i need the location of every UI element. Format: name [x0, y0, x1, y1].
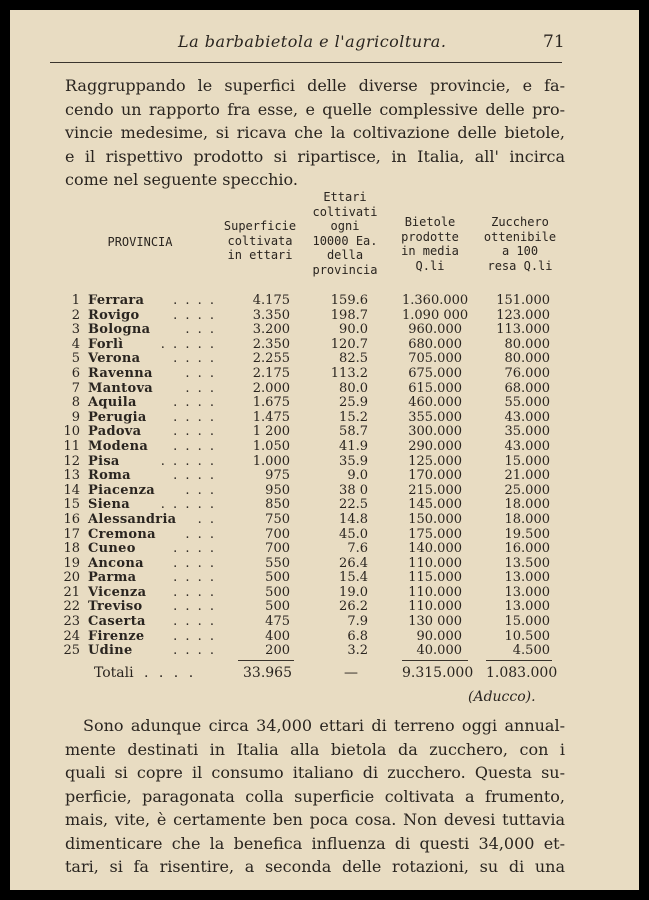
- text-line: tari, si fa risentire, a seconda delle rotazioni, su di una: [65, 857, 565, 876]
- cell-zucchero: 13.000: [504, 584, 550, 600]
- closing-paragraph: [65, 714, 565, 879]
- cell-zucchero: 13.000: [504, 599, 550, 615]
- cell-zucchero: 76.000: [504, 365, 550, 381]
- cell-zucchero: 4.500: [512, 643, 550, 659]
- cell-bietole: 40.000: [416, 643, 462, 659]
- cell-zucchero: 25.000: [504, 482, 550, 498]
- cell-bietole: 110.000: [408, 584, 462, 600]
- cell-zucchero: 18.000: [504, 497, 550, 513]
- total-ettari: —: [344, 665, 358, 681]
- province-name: Piacenza: [88, 482, 155, 498]
- cell-ettari: 25.9: [339, 395, 368, 411]
- province-name: Forlì: [88, 336, 124, 352]
- header-text: PROVINCIA: [107, 235, 173, 249]
- row-number: 22: [63, 599, 80, 615]
- cell-superficie: 1.675: [252, 395, 290, 411]
- cell-zucchero: 80.000: [504, 336, 550, 352]
- leader-dots: . . .: [185, 380, 216, 396]
- cell-superficie: 475: [265, 614, 290, 630]
- header-bietole: [390, 215, 470, 273]
- header-text: della: [326, 248, 364, 262]
- page-number: 71: [543, 32, 565, 52]
- cell-zucchero: 151.000: [496, 293, 550, 308]
- province-name: Vicenza: [88, 584, 147, 600]
- cell-ettari: 3.2: [347, 643, 368, 659]
- cell-superficie: 400: [265, 628, 290, 644]
- leader-dots: . . . .: [173, 555, 216, 571]
- cell-ettari: 14.8: [339, 511, 368, 527]
- cell-zucchero: 15.000: [504, 453, 550, 469]
- leader-dots: . . . .: [173, 584, 216, 600]
- cell-superficie: 3.200: [252, 322, 290, 338]
- cell-superficie: 2.350: [252, 336, 290, 352]
- table-row: [10, 484, 639, 499]
- text-line: mente destinati in Italia alla bietola da zucchero, con i: [65, 739, 565, 759]
- cell-ettari: 80.0: [339, 380, 368, 396]
- text-line: vincie medesime, si ricava che la coltivazione delle bietole,: [65, 123, 565, 142]
- cell-bietole: 615.000: [408, 380, 462, 396]
- province-name: Parma: [88, 570, 137, 586]
- leader-dots: . . . . .: [160, 497, 216, 513]
- cell-ettari: 45.0: [339, 526, 368, 542]
- province-name: Rovigo: [88, 307, 140, 323]
- total-bietole: 9.315.000: [402, 665, 474, 681]
- row-number: 3: [71, 322, 80, 338]
- cell-zucchero: 19.500: [504, 526, 550, 542]
- province-name: Padova: [88, 424, 142, 440]
- table-row: [10, 542, 639, 557]
- table-row: [10, 571, 639, 586]
- cell-ettari: 9.0: [347, 468, 368, 484]
- table-row: [10, 557, 639, 572]
- leader-dots: . . . .: [173, 438, 216, 454]
- province-name: Bologna: [88, 322, 151, 338]
- leader-dots: . . .: [185, 322, 216, 338]
- header-text: ottenibile: [483, 229, 557, 244]
- header-text: provincia: [312, 262, 378, 277]
- text-line: perficie, paragonata colla superficie coltivata a frumento,: [65, 786, 565, 806]
- cell-ettari: 90.0: [339, 322, 368, 338]
- cell-ettari: 113.2: [330, 365, 368, 381]
- cell-zucchero: 43.000: [504, 409, 550, 425]
- leader-dots: . . . .: [173, 541, 216, 557]
- text-line: Sono adunque circa 34,000 ettari di terreno oggi annual-: [83, 716, 565, 735]
- header-text: coltivati: [312, 204, 378, 219]
- cell-superficie: 1 200: [252, 424, 290, 440]
- table-row: [10, 425, 639, 440]
- row-number: 24: [63, 628, 80, 644]
- text-line: quali si copre il consumo italiano di zucchero. Questa su-: [65, 763, 565, 782]
- cell-zucchero: 10.500: [504, 628, 550, 644]
- province-name: Mantova: [88, 380, 154, 396]
- leader-dots: . . .: [185, 482, 216, 498]
- sum-rule: [486, 660, 552, 661]
- row-number: 16: [63, 511, 80, 527]
- province-name: Pisa: [88, 453, 120, 469]
- cell-zucchero: 113.000: [496, 322, 550, 338]
- cell-ettari: 41.9: [339, 438, 368, 454]
- cell-bietole: 110.000: [408, 555, 462, 571]
- table-row: [10, 498, 639, 513]
- leader-dots: . . . .: [173, 293, 216, 308]
- cell-bietole: 175.000: [408, 526, 462, 542]
- cell-zucchero: 13.000: [504, 570, 550, 586]
- row-number: 18: [63, 541, 80, 557]
- cell-bietole: 960.000: [408, 322, 462, 338]
- cell-superficie: 750: [265, 511, 290, 527]
- cell-superficie: 3.350: [252, 307, 290, 323]
- table-row: [10, 469, 639, 484]
- cell-ettari: 82.5: [339, 351, 368, 367]
- cell-ettari: 120.7: [330, 336, 368, 352]
- row-number: 9: [71, 409, 80, 425]
- cell-ettari: 26.4: [339, 555, 368, 571]
- leader-dots: . . . .: [144, 665, 197, 681]
- cell-zucchero: 43.000: [504, 438, 550, 454]
- header-rule: [50, 62, 562, 63]
- table-source: (Aducco).: [468, 689, 536, 705]
- province-name: Verona: [88, 351, 141, 367]
- row-number: 14: [63, 482, 80, 498]
- table-row: [10, 323, 639, 338]
- row-number: 2: [71, 307, 80, 323]
- leader-dots: . . . .: [173, 614, 216, 630]
- cell-superficie: 4.175: [252, 293, 290, 308]
- text-line: cendo un rapporto fra esse, e quelle complessive delle pro-: [65, 99, 565, 119]
- cell-bietole: 145.000: [408, 497, 462, 513]
- cell-bietole: 1.090 000: [402, 307, 469, 323]
- cell-zucchero: 15.000: [504, 614, 550, 630]
- row-number: 15: [63, 497, 80, 513]
- cell-ettari: 15.4: [339, 570, 368, 586]
- cell-zucchero: 16.000: [504, 541, 550, 557]
- province-name: Modena: [88, 438, 149, 454]
- table-row: [10, 615, 639, 630]
- province-name: Ferrara: [88, 293, 145, 308]
- cell-zucchero: 21.000: [504, 468, 550, 484]
- cell-superficie: 500: [265, 570, 290, 586]
- row-number: 5: [71, 351, 80, 367]
- cell-zucchero: 123.000: [496, 307, 550, 323]
- table-row: [10, 309, 639, 324]
- cell-bietole: 110.000: [408, 599, 462, 615]
- table-row: [10, 528, 639, 543]
- totals-row: [10, 665, 639, 683]
- table-body: [10, 294, 639, 659]
- row-number: 11: [63, 438, 80, 454]
- table-row: [10, 382, 639, 397]
- cell-superficie: 975: [265, 468, 290, 484]
- province-name: Firenze: [88, 628, 145, 644]
- province-name: Caserta: [88, 614, 146, 630]
- page-header: [10, 32, 639, 56]
- cell-superficie: 1.050: [252, 438, 290, 454]
- cell-ettari: 7.9: [347, 614, 368, 630]
- province-name: Udine: [88, 643, 133, 659]
- leader-dots: . . . .: [173, 570, 216, 586]
- table-row: [10, 294, 639, 309]
- table-row: [10, 352, 639, 367]
- cell-superficie: 700: [265, 526, 290, 542]
- leader-dots: . . . .: [173, 351, 216, 367]
- row-number: 23: [63, 614, 80, 630]
- table-row: [10, 600, 639, 615]
- running-title: La barbabietola e l'agricoltura.: [178, 32, 447, 51]
- cell-ettari: 58.7: [339, 424, 368, 440]
- header-text: Superficie: [223, 219, 297, 233]
- text-line: e il rispettivo prodotto si ripartisce, in Italia, all' incirca: [65, 146, 565, 166]
- row-number: 7: [71, 380, 80, 396]
- header-text: Ettari: [323, 190, 367, 204]
- row-number: 13: [63, 468, 80, 484]
- cell-zucchero: 68.000: [504, 380, 550, 396]
- cell-ettari: 6.8: [347, 628, 368, 644]
- text-line: Raggruppando le superfici delle diverse provincie, e fa-: [65, 76, 565, 95]
- row-number: 10: [63, 424, 80, 440]
- cell-ettari: 26.2: [339, 599, 368, 615]
- province-name: Siena: [88, 497, 130, 513]
- cell-ettari: 15.2: [339, 409, 368, 425]
- book-page: [10, 10, 639, 890]
- row-number: 17: [63, 526, 80, 542]
- cell-superficie: 950: [265, 482, 290, 498]
- table-row: [10, 644, 639, 659]
- cell-ettari: 19.0: [339, 584, 368, 600]
- cell-superficie: 500: [265, 599, 290, 615]
- header-superficie: [220, 219, 300, 263]
- leader-dots: . . . . .: [160, 336, 216, 352]
- cell-bietole: 90.000: [416, 628, 462, 644]
- row-number: 12: [63, 453, 80, 469]
- cell-ettari: 198.7: [330, 307, 368, 323]
- cell-bietole: 115.000: [408, 570, 462, 586]
- cell-bietole: 290.000: [408, 438, 462, 454]
- header-provincia: [85, 235, 195, 250]
- cell-superficie: 2.175: [252, 365, 290, 381]
- cell-zucchero: 13.500: [504, 555, 550, 571]
- intro-paragraph: [65, 74, 565, 192]
- sum-rule: [238, 660, 294, 661]
- cell-superficie: 2.255: [252, 351, 290, 367]
- cell-superficie: 2.000: [252, 380, 290, 396]
- cell-zucchero: 80.000: [504, 351, 550, 367]
- row-number: 8: [71, 395, 80, 411]
- leader-dots: . . . .: [173, 307, 216, 323]
- province-name: Perugia: [88, 409, 147, 425]
- cell-bietole: 150.000: [408, 511, 462, 527]
- province-name: Ancona: [88, 555, 144, 571]
- leader-dots: . . . . .: [160, 453, 216, 469]
- cell-bietole: 130 000: [408, 614, 462, 630]
- leader-dots: . . . .: [173, 395, 216, 411]
- cell-superficie: 550: [265, 555, 290, 571]
- province-name: Alessandria: [88, 511, 177, 527]
- header-text: Q.li: [415, 258, 445, 273]
- header-text: in media: [401, 244, 459, 258]
- header-text: in ettari: [227, 248, 293, 262]
- cell-superficie: 1.475: [252, 409, 290, 425]
- table-row: [10, 338, 639, 353]
- text-line: come nel seguente specchio.: [65, 170, 298, 189]
- cell-bietole: 300.000: [408, 424, 462, 440]
- cell-bietole: 705.000: [408, 351, 462, 367]
- cell-ettari: 7.6: [347, 541, 368, 557]
- row-number: 4: [71, 336, 80, 352]
- cell-superficie: 700: [265, 541, 290, 557]
- province-name: Cremona: [88, 526, 156, 542]
- table-row: [10, 440, 639, 455]
- leader-dots: . . . .: [173, 628, 216, 644]
- header-text: resa Q.li: [487, 258, 553, 273]
- cell-bietole: 170.000: [408, 468, 462, 484]
- sum-rule: [402, 660, 468, 661]
- row-number: 6: [71, 365, 80, 381]
- province-name: Treviso: [88, 599, 143, 615]
- text-line: mais, vite, è certamente ben poca cosa. Non devesi tuttavia: [65, 810, 565, 829]
- table-row: [10, 396, 639, 411]
- header-ettari: [305, 190, 385, 277]
- row-number: 25: [63, 643, 80, 659]
- row-number: 20: [63, 570, 80, 586]
- cell-superficie: 200: [265, 643, 290, 659]
- header-text: coltivata: [227, 233, 293, 248]
- province-name: Aquila: [88, 395, 137, 411]
- cell-bietole: 125.000: [408, 453, 462, 469]
- cell-bietole: 355.000: [408, 409, 462, 425]
- text-line: dimenticare che la benefica influenza di questi 34,000 et-: [65, 833, 565, 853]
- leader-dots: . . . .: [173, 643, 216, 659]
- header-text: Zucchero: [491, 215, 549, 229]
- cell-zucchero: 55.000: [504, 395, 550, 411]
- table-row: [10, 367, 639, 382]
- table-row: [10, 455, 639, 470]
- header-text: a 100: [501, 244, 539, 258]
- leader-dots: . .: [197, 511, 216, 527]
- table-row: [10, 586, 639, 601]
- leader-dots: . . . .: [173, 424, 216, 440]
- leader-dots: . . . .: [173, 599, 216, 615]
- cell-bietole: 460.000: [408, 395, 462, 411]
- cell-bietole: 1.360.000: [402, 293, 469, 308]
- total-superficie: 33.965: [243, 665, 292, 681]
- cell-superficie: 500: [265, 584, 290, 600]
- cell-bietole: 215.000: [408, 482, 462, 498]
- province-name: Roma: [88, 468, 131, 484]
- header-zucchero: [480, 215, 560, 273]
- cell-bietole: 675.000: [408, 365, 462, 381]
- cell-superficie: 850: [265, 497, 290, 513]
- cell-zucchero: 35.000: [504, 424, 550, 440]
- totals-label: Totali: [94, 665, 134, 681]
- cell-zucchero: 18.000: [504, 511, 550, 527]
- cell-superficie: 1.000: [252, 453, 290, 469]
- cell-ettari: 38 0: [339, 482, 368, 498]
- total-zucchero: 1.083.000: [486, 665, 558, 681]
- leader-dots: . . .: [185, 365, 216, 381]
- cell-bietole: 140.000: [408, 541, 462, 557]
- header-text: prodotte: [401, 229, 459, 244]
- leader-dots: . . . .: [173, 468, 216, 484]
- table-row: [10, 513, 639, 528]
- leader-dots: . . .: [185, 526, 216, 542]
- cell-ettari: 22.5: [339, 497, 368, 513]
- table-header: [10, 190, 639, 290]
- row-number: 19: [63, 555, 80, 571]
- cell-ettari: 35.9: [339, 453, 368, 469]
- cell-bietole: 680.000: [408, 336, 462, 352]
- province-name: Ravenna: [88, 365, 153, 381]
- header-text: 10000 Ea.: [312, 233, 378, 248]
- cell-ettari: 159.6: [330, 293, 368, 308]
- province-name: Cuneo: [88, 541, 136, 557]
- row-number: 1: [71, 293, 80, 308]
- row-number: 21: [63, 584, 80, 600]
- header-text: Bietole: [404, 215, 456, 229]
- leader-dots: . . . .: [173, 409, 216, 425]
- header-text: ogni: [330, 219, 360, 233]
- table-row: [10, 411, 639, 426]
- table-row: [10, 630, 639, 645]
